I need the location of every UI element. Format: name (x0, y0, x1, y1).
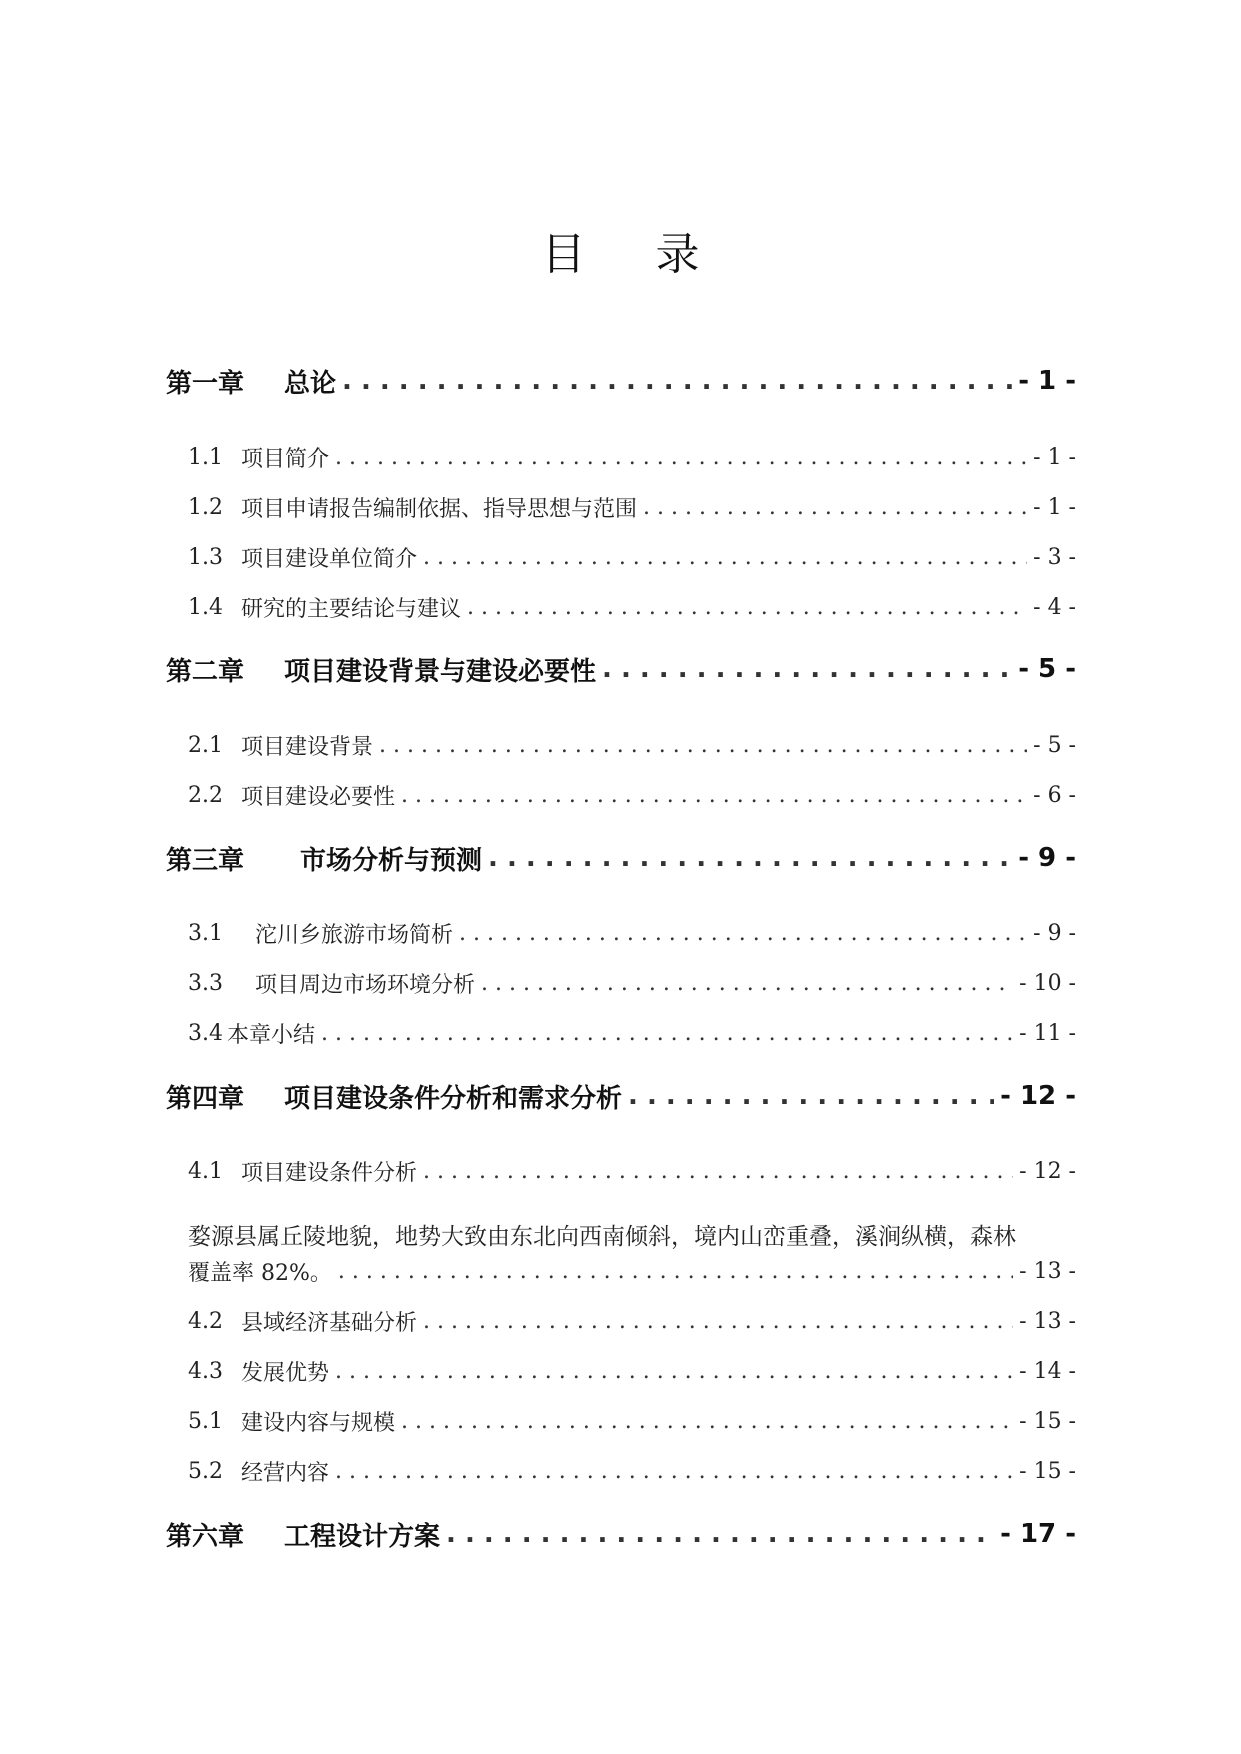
dot-leader (342, 366, 1012, 396)
dot-leader (467, 595, 1027, 620)
toc-chapter-3[interactable] (166, 838, 1076, 878)
chapter-number: 第一章 (166, 368, 245, 399)
toc-item-4-2[interactable] (188, 1301, 1076, 1341)
toc-item-2-2[interactable] (188, 775, 1076, 815)
chapter-number: 第六章 (166, 1521, 245, 1552)
chapter-title: 项目建设背景与建设必要性 (284, 656, 597, 687)
section-title: 经营内容 (241, 1460, 330, 1486)
page-number: - 3 - (1033, 544, 1076, 570)
dot-leader (335, 1359, 1013, 1384)
toc-item-1-1[interactable] (188, 437, 1076, 477)
section-title: 项目简介 (241, 446, 330, 472)
dot-leader (423, 1159, 1013, 1184)
toc-item-4-3[interactable] (188, 1351, 1076, 1391)
dot-leader (401, 783, 1027, 808)
chapter-number: 第二章 (166, 656, 245, 687)
dot-leader (481, 971, 1013, 996)
dot-leader (379, 733, 1027, 758)
dot-leader (643, 495, 1027, 520)
page-number: - 5 - (1033, 732, 1076, 758)
page-number: - 4 - (1033, 594, 1076, 620)
toc-chapter-6[interactable] (166, 1514, 1076, 1554)
toc-chapter-1[interactable] (166, 361, 1076, 401)
page-number: - 17 - (1000, 1519, 1076, 1549)
toc-chapter-4[interactable] (166, 1076, 1076, 1116)
paragraph-line-2: 覆盖率 82%。 (188, 1260, 332, 1286)
section-number: 3.3 (188, 970, 223, 996)
section-number: 4.1 (188, 1158, 223, 1184)
chapter-number: 第三章 (166, 845, 245, 876)
section-title: 县域经济基础分析 (241, 1310, 418, 1336)
dot-leader (321, 1021, 1013, 1046)
toc-item-1-3[interactable] (188, 537, 1076, 577)
section-title: 项目周边市场环境分析 (255, 972, 476, 998)
toc-item-4-1[interactable] (188, 1151, 1076, 1191)
toc-item-1-4[interactable] (188, 587, 1076, 627)
section-title: 项目建设必要性 (241, 784, 396, 810)
dot-leader (628, 1081, 994, 1111)
section-number: 2.1 (188, 732, 223, 758)
page-number: - 12 - (1019, 1158, 1076, 1184)
page-number: - 5 - (1018, 654, 1076, 684)
toc-item-3-1[interactable] (188, 913, 1076, 953)
section-number: 1.3 (188, 544, 223, 570)
page-number: - 1 - (1033, 444, 1076, 470)
page-number: - 15 - (1019, 1408, 1076, 1434)
toc-item-5-1[interactable] (188, 1401, 1076, 1441)
chapter-title: 工程设计方案 (284, 1521, 441, 1552)
dot-leader (446, 1519, 994, 1549)
dot-leader (602, 654, 1012, 684)
page-number: - 9 - (1033, 920, 1076, 946)
title-char-2: 录 (655, 229, 700, 280)
section-number: 3.4 (188, 1020, 223, 1046)
toc-chapter-2[interactable] (166, 649, 1076, 689)
dot-leader (423, 545, 1027, 570)
section-title: 建设内容与规模 (241, 1410, 396, 1436)
section-number: 4.3 (188, 1358, 223, 1384)
section-number: 5.1 (188, 1408, 223, 1434)
toc-item-1-2[interactable] (188, 487, 1076, 527)
section-title: 沱川乡旅游市场简析 (255, 922, 454, 948)
section-title: 项目申请报告编制依据、指导思想与范围 (241, 496, 638, 522)
chapter-title: 总论 (284, 368, 337, 399)
title-char-1: 目 (541, 229, 586, 280)
page-number: - 9 - (1018, 843, 1076, 873)
paragraph-line-1: 婺源县属丘陵地貌，地势大致由东北向西南倾斜，境内山峦重叠，溪涧纵横，森林 (188, 1224, 1016, 1250)
page-number: - 15 - (1019, 1458, 1076, 1484)
page-number: - 10 - (1019, 970, 1076, 996)
page-number: - 12 - (1000, 1081, 1076, 1111)
section-title: 发展优势 (241, 1360, 330, 1386)
dot-leader (423, 1309, 1013, 1334)
section-number: 2.2 (188, 782, 223, 808)
chapter-title: 市场分析与预测 (300, 845, 483, 876)
section-number: 4.2 (188, 1308, 223, 1334)
dot-leader (488, 843, 1012, 873)
section-title: 研究的主要结论与建议 (241, 596, 462, 622)
dot-leader (401, 1409, 1013, 1434)
section-title: 项目建设单位简介 (241, 546, 418, 572)
page-number: - 1 - (1018, 366, 1076, 396)
dot-leader (335, 445, 1027, 470)
page-number: - 6 - (1033, 782, 1076, 808)
chapter-title: 项目建设条件分析和需求分析 (284, 1083, 623, 1114)
chapter-number: 第四章 (166, 1083, 245, 1114)
dot-leader (459, 921, 1027, 946)
page-number: - 1 - (1033, 494, 1076, 520)
section-number: 1.1 (188, 444, 223, 470)
section-number: 1.4 (188, 594, 223, 620)
dot-leader (338, 1259, 1013, 1284)
toc-item-3-3[interactable] (188, 963, 1076, 1003)
page-number: - 11 - (1019, 1020, 1076, 1046)
page-title (0, 218, 1241, 282)
section-number: 1.2 (188, 494, 223, 520)
toc-item-5-2[interactable] (188, 1451, 1076, 1491)
section-title: 本章小结 (227, 1022, 316, 1048)
section-title: 项目建设条件分析 (241, 1160, 418, 1186)
toc-item-3-4[interactable] (188, 1013, 1076, 1053)
page-number: - 13 - (1019, 1308, 1076, 1334)
toc-paragraph-entry-line-2[interactable] (188, 1251, 1076, 1291)
section-title: 项目建设背景 (241, 734, 374, 760)
section-number: 3.1 (188, 920, 223, 946)
toc-item-2-1[interactable] (188, 725, 1076, 765)
page-number: - 13 - (1019, 1258, 1076, 1284)
section-number: 5.2 (188, 1458, 223, 1484)
dot-leader (335, 1459, 1013, 1484)
page-number: - 14 - (1019, 1358, 1076, 1384)
